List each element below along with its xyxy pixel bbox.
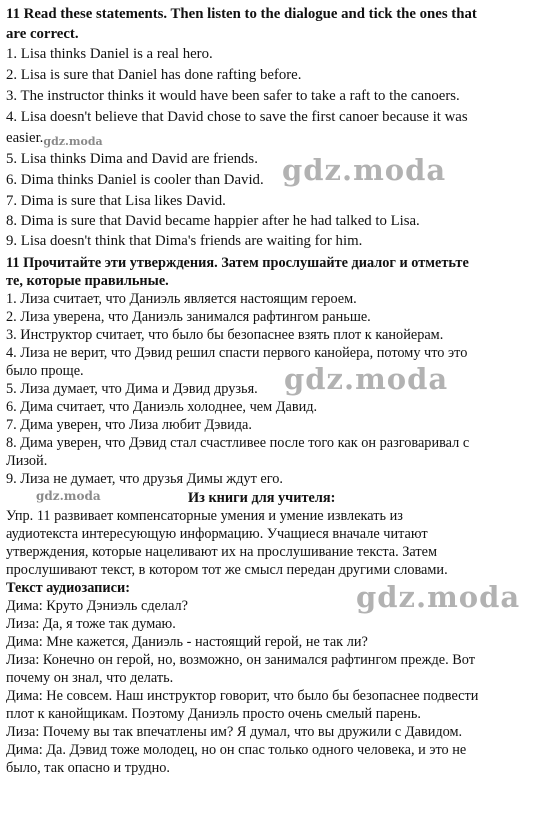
russian-statement-2: 2. Лиза уверена, что Даниэль занимался рафтингом раньше. (6, 309, 371, 325)
russian-statement-6: 6. Дима считает, что Даниэль холоднее, чем Давид. (6, 399, 318, 415)
transcript-line-3: Дима: Мне кажется, Даниэль - настоящий герой, не так ли? (6, 634, 368, 650)
russian-statement-4: 4. Лиза не верит, что Дэвид решил спасти первого канойера, потому что это (6, 345, 468, 361)
russian-statement-7: 7. Дима уверен, что Лиза любит Дэвида. (6, 417, 252, 433)
transcript-line-4-cont: почему он знал, что делать. (6, 670, 174, 686)
transcript-line-7-cont: было, так опасно и трудно. (6, 760, 170, 776)
teacher-paragraph-line-1: Упр. 11 развивает компенсаторные умения и умение извлекать из (6, 508, 403, 524)
russian-heading-cont: те, которые правильные. (6, 273, 169, 289)
teacher-paragraph-line-2: аудиотекста интересующую информацию. Учащиеся вначале читают (6, 526, 428, 542)
english-statement-7: 7. Dima is sure that Lisa likes David. (6, 193, 226, 209)
transcript-line-5: Дима: Не совсем. Наш инструктор говорит, что было бы безопаснее подвести (6, 688, 479, 704)
russian-statement-8-cont: Лизой. (6, 453, 48, 469)
watermark-middle: gdz.moda (284, 362, 449, 396)
english-statement-8: 8. Dima is sure that David became happier after he had talked to Lisa. (6, 213, 420, 229)
watermark-bottom: gdz.moda (356, 580, 521, 614)
english-statement-2: 2. Lisa is sure that Daniel has done rafting before. (6, 67, 302, 83)
transcript-line-2: Лиза: Да, я тоже так думаю. (6, 616, 176, 632)
watermark-inline: gdz.moda (43, 135, 103, 148)
english-statement-9: 9. Lisa doesn't think that Dima's friends are waiting for him. (6, 233, 363, 249)
english-statement-6: 6. Dima thinks Daniel is cooler than David. (6, 172, 264, 188)
transcript-line-5-cont: плот к канойщикам. Поэтому Даниэль просто очень смелый парень. (6, 706, 421, 722)
watermark-small: gdz.moda (36, 489, 101, 503)
english-statement-3: 3. The instructor thinks it would have been safer to take a raft to the canoers. (6, 88, 460, 104)
english-statement-4: 4. Lisa doesn't believe that David chose to save the first canoer because it was (6, 109, 468, 125)
english-statement-5: 5. Lisa thinks Dima and David are friends. (6, 151, 258, 167)
transcript-line-6: Лиза: Почему вы так впечатлены им? Я думал, что вы дружили с Давидом. (6, 724, 463, 740)
transcript-line-7: Дима: Да. Дэвид тоже молодец, но он спас только одного человека, и это не (6, 742, 467, 758)
russian-statement-5: 5. Лиза думает, что Дима и Дэвид друзья. (6, 381, 258, 397)
transcript-line-4: Лиза: Конечно он герой, но, возможно, он занимался рафтингом прежде. Вот (6, 652, 475, 668)
english-statement-1: 1. Lisa thinks Daniel is a real hero. (6, 46, 213, 62)
russian-heading: 11 Прочитайте эти утверждения. Затем прослушайте диалог и отметьте (6, 255, 469, 271)
english-heading: 11 Read these statements. Then listen to the dialogue and tick the ones that (6, 6, 477, 22)
teacher-book-title: Из книги для учителя: (188, 490, 336, 506)
teacher-paragraph-line-3: утверждения, которые нацеливают их на прослушивание текста. Затем (6, 544, 438, 560)
russian-statement-3: 3. Инструктор считает, что было бы безопаснее взять плот к канойерам. (6, 327, 444, 343)
russian-statement-9: 9. Лиза не думает, что друзья Димы ждут его. (6, 471, 283, 487)
english-heading-cont: are correct. (6, 26, 79, 42)
transcript-line-1: Дима: Круто Дэниэль сделал? (6, 598, 189, 614)
russian-statement-8: 8. Дима уверен, что Дэвид стал счастливее после того как он разговаривал с (6, 435, 470, 451)
english-statement-4-cont: $easier._{gdz.moda}$ (6, 130, 103, 148)
russian-statement-1: 1. Лиза считает, что Даниэль является настоящим героем. (6, 291, 357, 307)
russian-statement-4-cont: было проще. (6, 363, 84, 379)
transcript-title: Текст аудиозаписи: (6, 580, 130, 596)
teacher-paragraph-line-4: прослушивают текст, в котором тот же смысл передан другими словами. (6, 562, 448, 578)
watermark-top: gdz.moda (282, 153, 447, 187)
